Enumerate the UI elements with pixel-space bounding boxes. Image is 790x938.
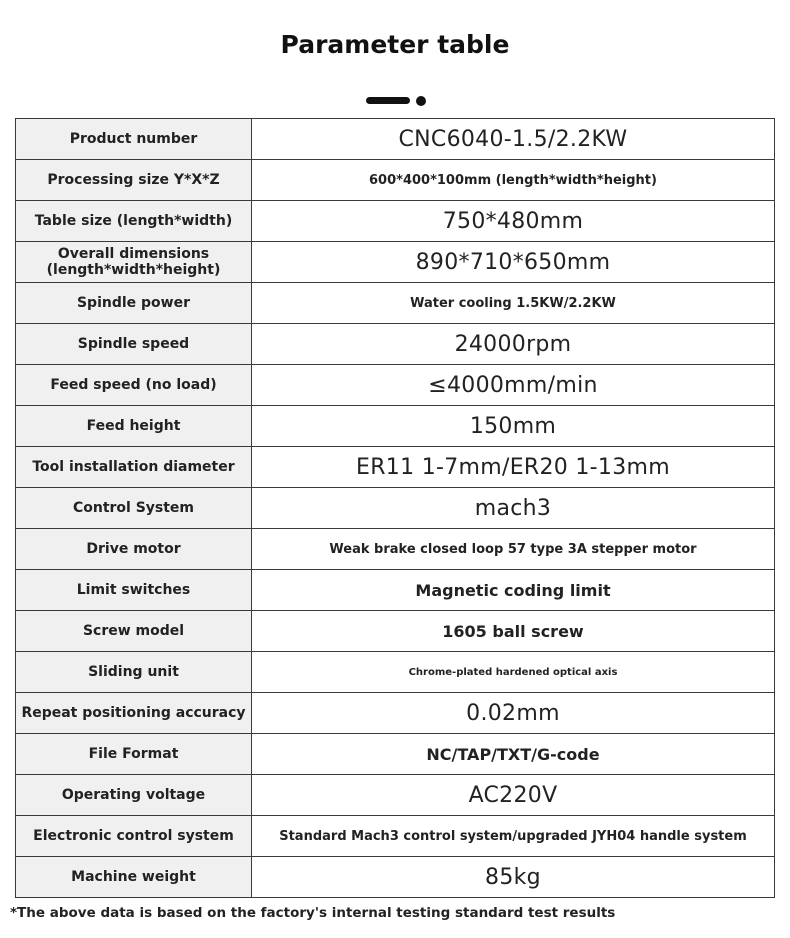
table-row: [16, 652, 775, 693]
row-value: 0.02mm: [252, 693, 775, 734]
row-value: ≤4000mm/min: [252, 365, 775, 406]
table-row: [16, 611, 775, 652]
footnote: *The above data is based on the factory's internal testing standard test results: [10, 905, 616, 921]
row-value: 890*710*650mm: [252, 242, 775, 283]
table-row: [16, 775, 775, 816]
row-label: Screw model: [16, 611, 252, 652]
row-value: Standard Mach3 control system/upgraded JYH04 handle system: [252, 816, 775, 857]
row-value: 85kg: [252, 857, 775, 898]
row-label: Operating voltage: [16, 775, 252, 816]
row-label: Tool installation diameter: [16, 447, 252, 488]
row-value: NC/TAP/TXT/G-code: [252, 734, 775, 775]
row-label: Repeat positioning accuracy: [16, 693, 252, 734]
table-row: [16, 160, 775, 201]
row-label: Spindle speed: [16, 324, 252, 365]
row-label: Sliding unit: [16, 652, 252, 693]
page-title: Parameter table: [280, 30, 510, 59]
row-value: mach3: [252, 488, 775, 529]
row-label: Processing size Y*X*Z: [16, 160, 252, 201]
row-label: File Format: [16, 734, 252, 775]
table-row: [16, 447, 775, 488]
table-row: [16, 857, 775, 898]
row-label: Limit switches: [16, 570, 252, 611]
row-value: ER11 1-7mm/ER20 1-13mm: [252, 447, 775, 488]
row-label: Machine weight: [16, 857, 252, 898]
row-value: Water cooling 1.5KW/2.2KW: [252, 283, 775, 324]
table-row: [16, 816, 775, 857]
row-label: Electronic control system: [16, 816, 252, 857]
row-label: Overall dimensions (length*width*height): [16, 242, 252, 283]
row-label: Feed speed (no load): [16, 365, 252, 406]
row-label: Drive motor: [16, 529, 252, 570]
table-row: [16, 324, 775, 365]
table-row: [16, 734, 775, 775]
row-value: Weak brake closed loop 57 type 3A stepper motor: [252, 529, 775, 570]
table-row: [16, 406, 775, 447]
row-label: Feed height: [16, 406, 252, 447]
table-row: [16, 242, 775, 283]
table-row: [16, 365, 775, 406]
table-row: [16, 119, 775, 160]
table-row: [16, 201, 775, 242]
row-value: 150mm: [252, 406, 775, 447]
divider-bar: [366, 97, 410, 104]
table-row: [16, 693, 775, 734]
row-value: 600*400*100mm (length*width*height): [252, 160, 775, 201]
row-label: Spindle power: [16, 283, 252, 324]
row-value: Magnetic coding limit: [252, 570, 775, 611]
table-row: [16, 570, 775, 611]
row-value: 24000rpm: [252, 324, 775, 365]
divider-dot: [416, 96, 426, 106]
table-row: [16, 283, 775, 324]
row-value: 1605 ball screw: [252, 611, 775, 652]
row-value: CNC6040-1.5/2.2KW: [252, 119, 775, 160]
row-label: Control System: [16, 488, 252, 529]
table-row: [16, 488, 775, 529]
row-label: Table size (length*width): [16, 201, 252, 242]
table-row: [16, 529, 775, 570]
row-value: Chrome-plated hardened optical axis: [252, 652, 775, 693]
title-divider: [366, 96, 426, 106]
row-value: 750*480mm: [252, 201, 775, 242]
row-label: Product number: [16, 119, 252, 160]
parameter-table: [15, 118, 775, 898]
row-value: AC220V: [252, 775, 775, 816]
